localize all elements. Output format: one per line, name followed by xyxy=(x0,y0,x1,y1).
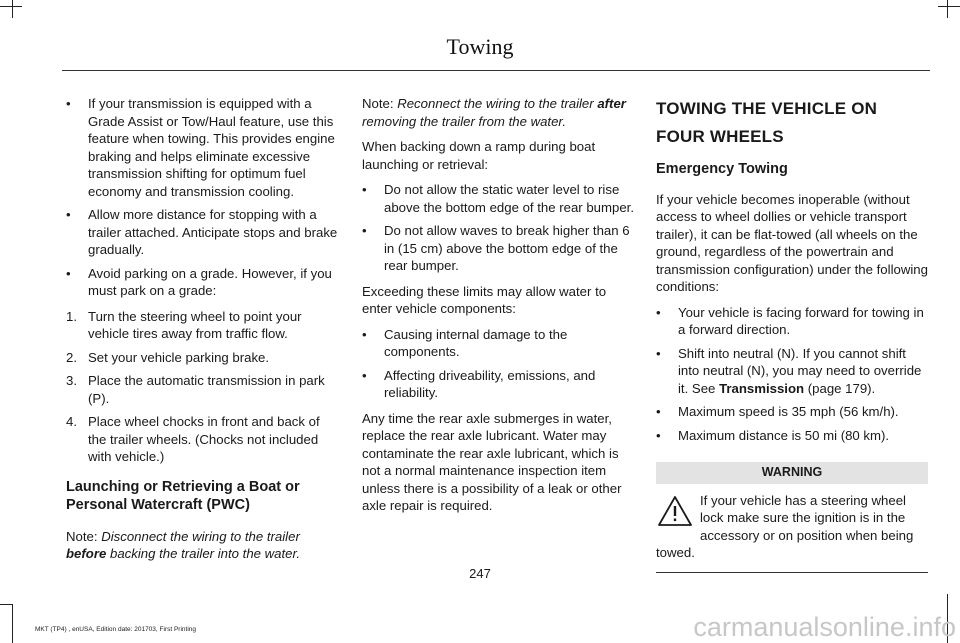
bullet-icon: • xyxy=(66,96,71,111)
list-item: • Allow more distance for stopping with a trailer attached. Anticipate stops and brake gradually. xyxy=(66,207,338,257)
paragraph: If your vehicle becomes inoperable (without access to wheel dollies or vehicle transport trailer), it can be flat-towed (all wheels on the ground, regardless of the powertrain and transmission configuration) under the following conditions: xyxy=(656,191,928,294)
crop-mark xyxy=(12,604,13,643)
bullet-icon: • xyxy=(656,427,661,443)
paragraph: Any time the rear axle submerges in water, replace the rear axle lubricant. Water may contaminate the rear axle lubricant, which is not a normal maintenance inspection item unless there is a possibility of a leak or other axle repair is required. xyxy=(362,410,622,513)
warning-icon xyxy=(656,494,694,528)
footer-edition: MKT (TP4) , enUSA, Edition date: 201703, First Printing xyxy=(35,626,197,633)
list-item: 2. Set your vehicle parking brake. xyxy=(66,349,270,365)
watermark: carmanualsonline.info xyxy=(693,612,956,642)
crop-mark xyxy=(0,6,22,7)
column-1 xyxy=(66,95,338,571)
section-heading: Launching or Retrieving a Boat or Personal Watercraft (PWC) xyxy=(66,478,300,513)
bullet-list xyxy=(362,181,634,275)
section-heading: TOWING THE VEHICLE ON FOUR WHEELS xyxy=(656,99,878,146)
note: Note: Disconnect the wiring to the trailer before backing the trailer into the water. xyxy=(66,528,301,561)
list-item: • Do not allow waves to break higher than 6 in (15 cm) above the bottom edge of the rear bumper. xyxy=(362,223,630,273)
bullet-icon: • xyxy=(362,182,367,197)
bullet-list xyxy=(656,304,928,445)
list-item: • Maximum speed is 35 mph (56 km/h). xyxy=(656,404,899,419)
list-item: • Your vehicle is facing forward for towing in a forward direction. xyxy=(656,304,924,337)
page-number: 247 xyxy=(469,566,491,581)
list-item: • If your transmission is equipped with a Grade Assist or Tow/Haul feature, use this feature when towing. This provides engine braking and helps eliminate excessive transmission shifting for optimum fuel economy and transmission cooling. xyxy=(66,96,335,199)
column-3 xyxy=(656,95,928,573)
bullet-list xyxy=(66,95,338,300)
list-item: • Avoid parking on a grade. However, if you must park on a grade: xyxy=(66,265,332,298)
list-item: 1. Turn the steering wheel to point your vehicle tires away from traffic flow. xyxy=(66,308,302,341)
list-item: • Maximum distance is 50 mi (80 km). xyxy=(656,427,890,443)
bullet-icon: • xyxy=(656,404,661,419)
list-item: • Affecting driveability, emissions, and reliability. xyxy=(362,367,596,400)
crop-mark xyxy=(938,6,960,7)
list-item: • Shift into neutral (N). If you cannot shift into neutral (N), you may need to override it. See Transmission (page 179). xyxy=(656,345,922,396)
bullet-icon: • xyxy=(66,265,71,281)
warning-header: WARNING xyxy=(656,462,928,484)
column-2 xyxy=(362,95,634,523)
crop-mark xyxy=(0,604,13,605)
bullet-list xyxy=(362,326,634,402)
header-divider xyxy=(62,70,930,71)
bullet-icon: • xyxy=(362,367,367,383)
paragraph: Exceeding these limits may allow water to enter vehicle components: xyxy=(362,283,607,316)
bullet-icon: • xyxy=(66,207,71,222)
crop-mark xyxy=(12,0,13,18)
numbered-list xyxy=(66,308,338,466)
page-title: Towing xyxy=(446,34,514,59)
transmission-link[interactable]: Transmission xyxy=(719,380,805,396)
list-item: • Causing internal damage to the components. xyxy=(362,326,568,359)
crop-mark xyxy=(947,0,948,18)
subsection-heading: Emergency Towing xyxy=(656,161,788,177)
bullet-icon: • xyxy=(362,223,367,238)
bullet-icon: • xyxy=(656,345,661,361)
list-item: 4. Place wheel chocks in front and back of the trailer wheels. (Chocks not included with vehicle.) xyxy=(66,414,320,464)
list-item: • Do not allow the static water level to rise above the bottom edge of the rear bumper. xyxy=(362,182,634,215)
paragraph: When backing down a ramp during boat launching or retrieval: xyxy=(362,139,596,172)
warning-text: If your vehicle has a steering wheel lock make sure the ignition is in the accessory or on position when being towed. xyxy=(656,492,914,560)
bullet-icon: • xyxy=(656,304,661,320)
list-item: 3. Place the automatic transmission in park (P). xyxy=(66,373,325,406)
bullet-icon: • xyxy=(362,326,367,342)
note: Note: Reconnect the wiring to the trailer after removing the trailer from the water. xyxy=(362,96,626,129)
warning-box xyxy=(656,492,928,573)
